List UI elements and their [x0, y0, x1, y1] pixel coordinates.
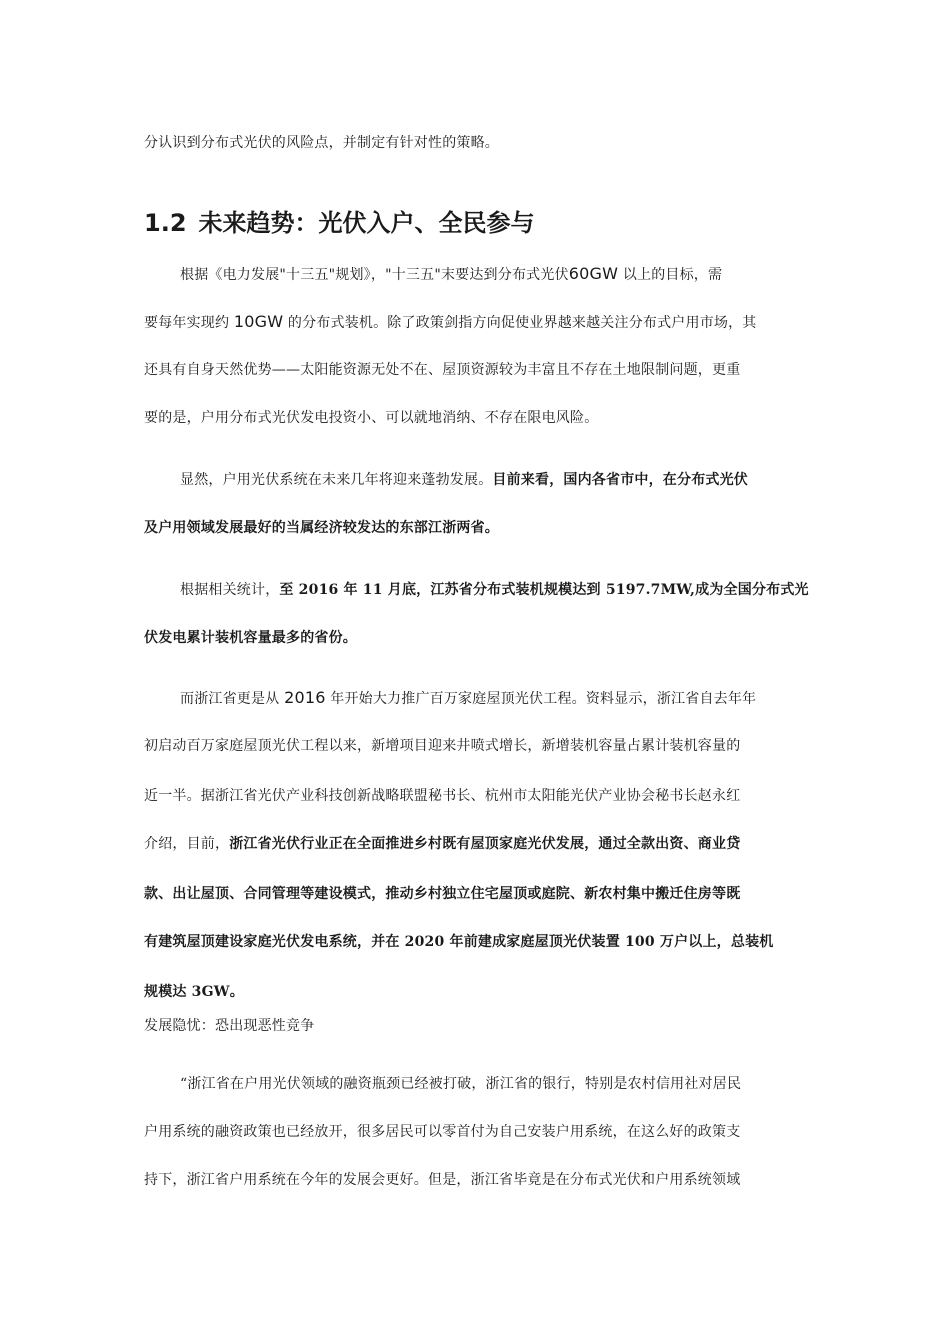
text-run: 2016: [284, 688, 326, 707]
carryover-line: 分认识到分布式光伏的风险点，并制定有针对性的策略。: [144, 135, 499, 151]
paragraph-1-line-1: [180, 264, 722, 285]
paragraph-1-line-4: 要的是，户用分布式光伏发电投资小、可以就地消纳、不存在限电风险。: [144, 410, 599, 426]
text-run: 60GW: [568, 264, 619, 283]
text-run: 的分布式装机。除了政策剑指方向促使业界越来越关注分布式户用市场，其: [287, 315, 757, 331]
paragraph-4-line-7: 规模达 3GW。: [144, 984, 244, 1000]
text-run: 以上的目标，需: [622, 267, 723, 283]
text-run: 要每年实现约: [144, 315, 230, 331]
paragraph-1-line-3: 还具有自身天然优势——太阳能资源无处不在、屋顶资源较为丰富且不存在土地限制问题，更重: [144, 362, 741, 378]
paragraph-5-line-1: “浙江省在户用光伏领域的融资瓶颈已经被打破，浙江省的银行，特别是农村信用社对居民: [180, 1076, 742, 1092]
bold-text-run: 至 2016 年 11 月底，江苏省分布式装机规模达到 5197.7MW,成为全国分布式光: [279, 582, 809, 598]
text-run: 根据《电力发展"十三五"规划》，"十三五"末要达到分布式光伏: [180, 267, 569, 283]
paragraph-4-line-3: 近一半。据浙江省光伏产业科技创新战略联盟秘书长、杭州市太阳能光伏产业协会秘书长赵永红: [144, 788, 741, 804]
subheading: 发展隐忧：恐出现恶性竞争: [144, 1018, 315, 1034]
section-heading: [144, 206, 535, 240]
text-run: 显然，户用光伏系统在未来几年将迎来蓬勃发展。: [180, 472, 493, 488]
paragraph-2-line-2: 及户用领域发展最好的当属经济较发达的东部江浙两省。: [144, 520, 499, 536]
paragraph-1-line-2: [144, 312, 757, 333]
paragraph-4-line-5: 款、出让屋顶、合同管理等建设模式，推动乡村独立住宅屋顶或庭院、新农村集中搬迁住房等既: [144, 886, 741, 902]
paragraph-4-line-4: [144, 834, 740, 854]
paragraph-4-line-1: [180, 688, 756, 709]
text-run: 介绍，目前，: [144, 836, 230, 852]
paragraph-2-line-1: [180, 470, 748, 490]
paragraph-5-line-3: 持下，浙江省户用系统在今年的发展会更好。但是，浙江省毕竟是在分布式光伏和户用系统领域: [144, 1172, 741, 1188]
text-run: 年开始大力推广百万家庭屋顶光伏工程。资料显示，浙江省自去年年: [330, 691, 757, 707]
paragraph-3-line-1: [180, 580, 809, 600]
text-run: 10GW: [233, 312, 284, 331]
bold-text-run: 浙江省光伏行业正在全面推进乡村既有屋顶家庭光伏发展，通过全款出资、商业贷: [229, 836, 741, 852]
text-run: 根据相关统计，: [180, 582, 280, 598]
section-number: 1.2: [144, 209, 187, 237]
paragraph-4-line-2: 初启动百万家庭屋顶光伏工程以来，新增项目迎来井喷式增长，新增装机容量占累计装机容量的: [144, 738, 741, 754]
section-title: 未来趋势：光伏入户、全民参与: [198, 209, 535, 237]
text-run: 而浙江省更是从: [180, 691, 280, 707]
paragraph-4-line-6: 有建筑屋顶建设家庭光伏发电系统，并在 2020 年前建成家庭屋顶光伏装置 100 万户以上，总装机: [144, 934, 774, 950]
bold-text-run: 目前来看，国内各省市中，在分布式光伏: [492, 472, 749, 488]
paragraph-5-line-2: 户用系统的融资政策也已经放开，很多居民可以零首付为自己安装户用系统，在这么好的政策支: [144, 1124, 741, 1140]
paragraph-3-line-2: 伏发电累计装机容量最多的省份。: [144, 630, 357, 646]
